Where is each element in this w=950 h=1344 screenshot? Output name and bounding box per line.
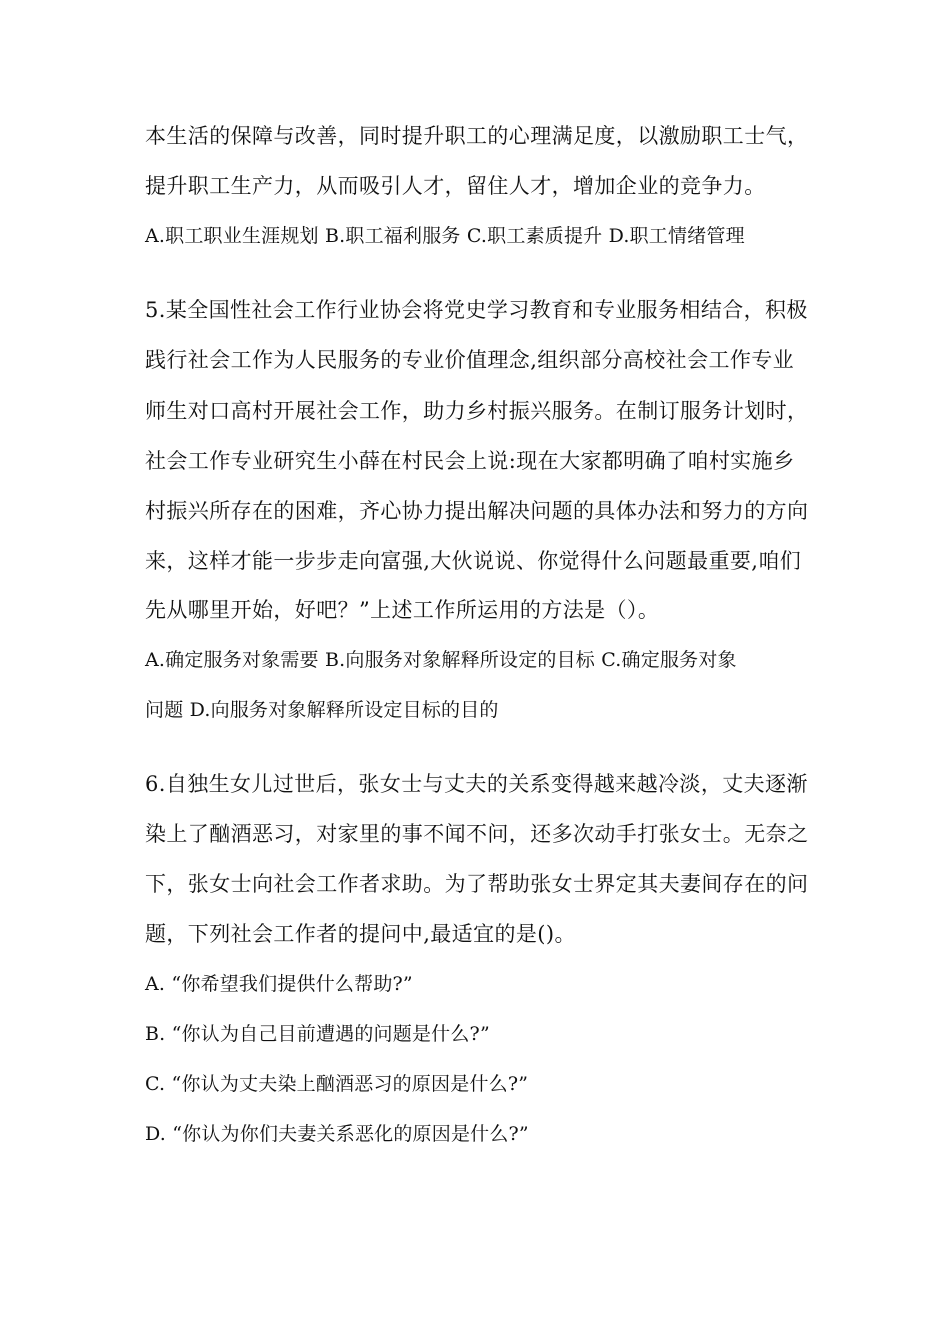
q6-option-d: D. “你认为你们夫妻关系恶化的原因是什么?” xyxy=(145,1123,529,1145)
q6-line-1: 6.自独生女儿过世后，张女士与丈夫的关系变得越来越冷淡，丈夫逐渐 xyxy=(145,772,808,796)
q4-line-2: 提升职工生产力，从而吸引人才，留住人才，增加企业的竞争力。 xyxy=(145,174,766,198)
q6-option-c: C. “你认为丈夫染上酗酒恶习的原因是什么?” xyxy=(145,1073,529,1095)
q5-line-7: 先从哪里开始，好吧？”上述工作所运用的方法是（）。 xyxy=(145,598,660,622)
q6-option-b: B. “你认为自己目前遭遇的问题是什么?” xyxy=(145,1023,490,1045)
q5-line-3: 师生对口高村开展社会工作，助力乡村振兴服务。在制订服务计划时， xyxy=(145,399,809,423)
q6-line-2: 染上了酗酒恶习，对家里的事不闻不问，还多次动手打张女士。无奈之 xyxy=(145,822,809,846)
q5-options-line-2: 问题 D.向服务对象解释所设定目标的目的 xyxy=(145,699,499,721)
q5-line-4: 社会工作专业研究生小薛在村民会上说:现在大家都明确了咱村实施乡 xyxy=(145,449,795,473)
q6-option-a: A. “你希望我们提供什么帮助?” xyxy=(145,973,413,995)
q5-line-5: 村振兴所存在的困难，齐心协力提出解决问题的具体办法和努力的方向 xyxy=(145,499,809,523)
q5-options-line-1: A.确定服务对象需要 B.向服务对象解释所设定的目标 C.确定服务对象 xyxy=(145,649,737,671)
q6-line-4: 题，下列社会工作者的提问中,最适宜的是()。 xyxy=(145,922,576,946)
q4-options: A.职工职业生涯规划 B.职工福利服务 C.职工素质提升 D.职工情绪管理 xyxy=(145,225,745,247)
q5-line-6: 来，这样才能一步步走向富强,大伙说说、你觉得什么问题最重要,咱们 xyxy=(145,549,802,573)
q6-line-3: 下，张女士向社会工作者求助。为了帮助张女士界定其夫妻间存在的问 xyxy=(145,872,809,896)
q5-line-2: 践行社会工作为人民服务的专业价值理念,组织部分高校社会工作专业 xyxy=(145,348,795,372)
q4-line-1: 本生活的保障与改善，同时提升职工的心理满足度，以激励职工士气， xyxy=(145,124,809,148)
q5-line-1: 5.某全国性社会工作行业协会将党史学习教育和专业服务相结合，积极 xyxy=(145,298,808,322)
